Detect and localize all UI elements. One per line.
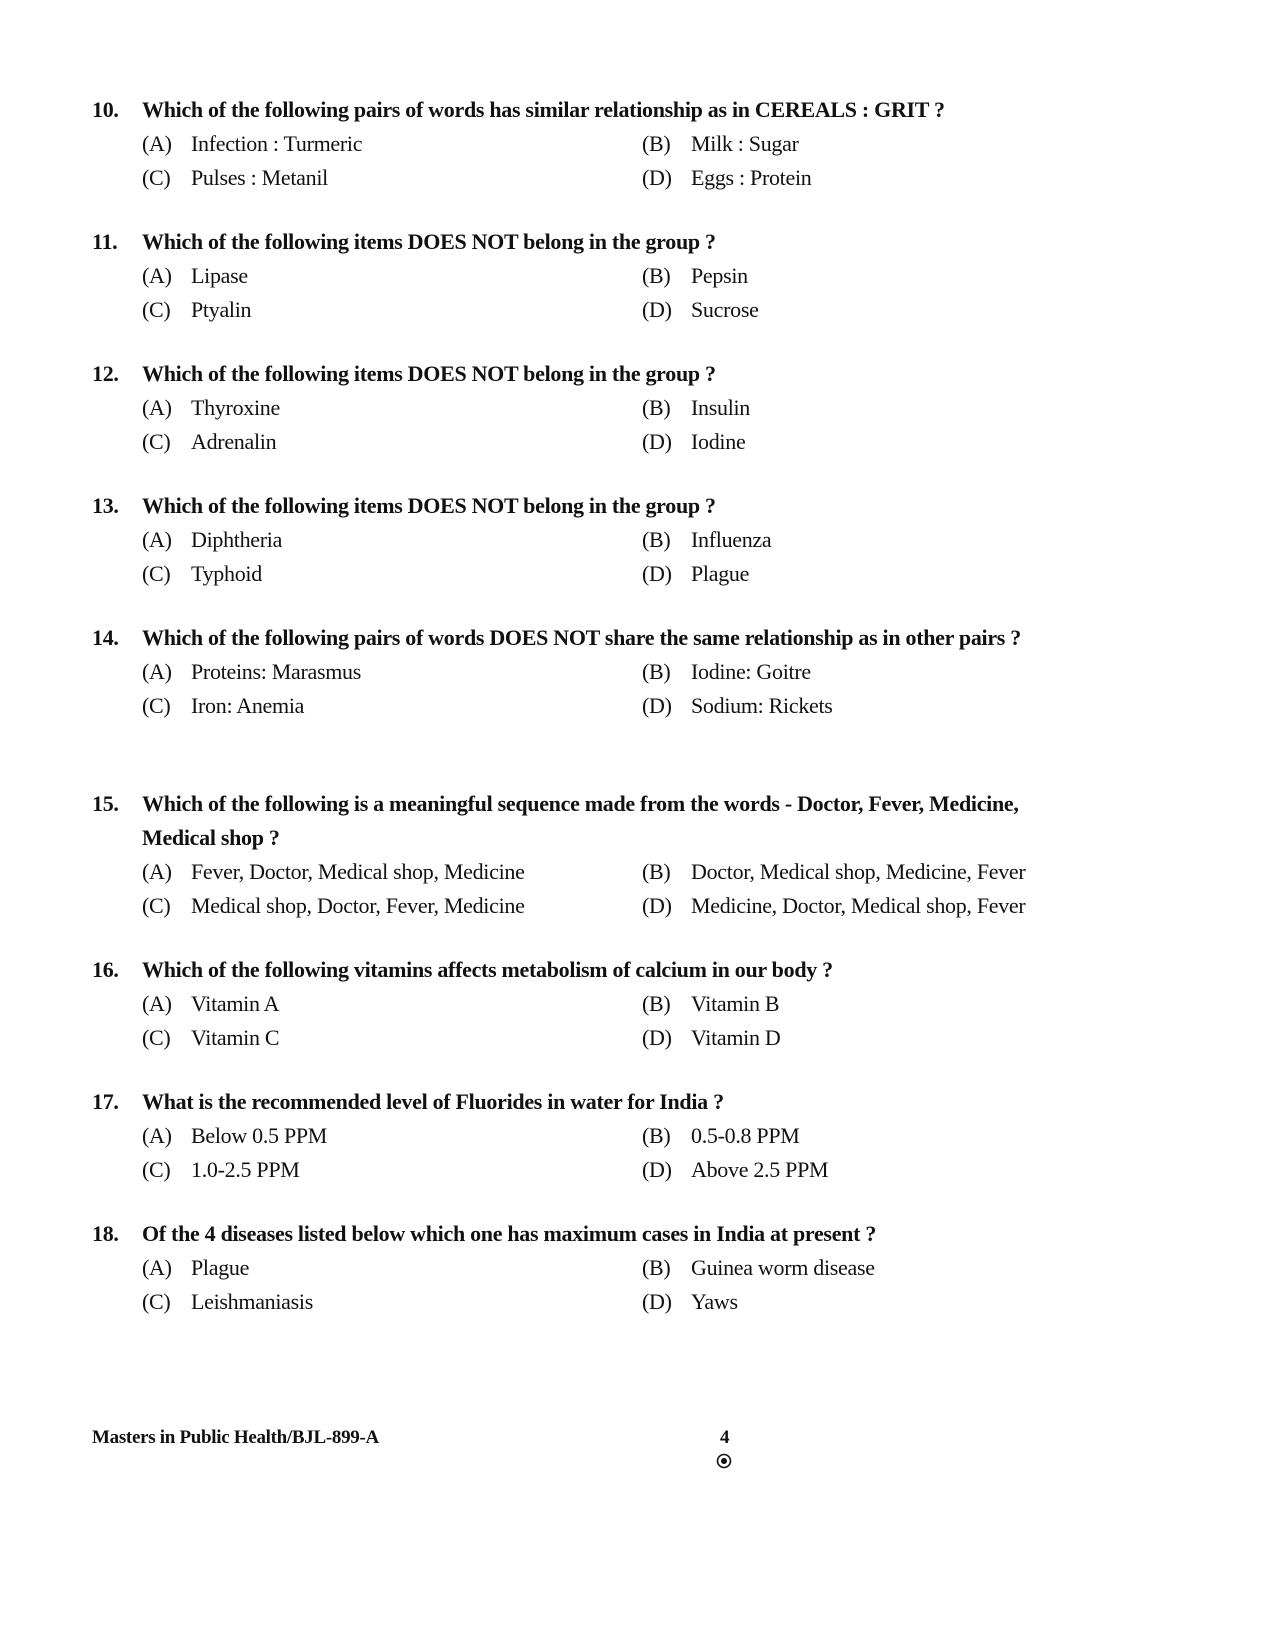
option-letter: (C)	[142, 1157, 171, 1182]
option-text: 0.5-0.8 PPM	[691, 1123, 800, 1148]
option-c	[142, 689, 642, 723]
options-grid	[142, 127, 1092, 195]
option-letter: (D)	[642, 561, 672, 586]
page-footer	[92, 1423, 1192, 1463]
question-text: Which of the following pairs of words has similar relationship as in CEREALS : GRIT ?	[142, 97, 945, 122]
option-c	[142, 161, 642, 195]
option-letter: (A)	[142, 1255, 172, 1280]
option-letter: (D)	[642, 693, 672, 718]
question-number: 17.	[92, 1089, 119, 1114]
option-text: Vitamin D	[691, 1025, 781, 1050]
option-letter: (C)	[142, 165, 171, 190]
question-13	[92, 489, 1092, 591]
question-text: Which of the following pairs of words DOES NOT share the same relationship as in other pairs ?	[142, 625, 1021, 650]
option-c	[142, 1021, 642, 1055]
option-letter: (C)	[142, 693, 171, 718]
option-letter: (A)	[142, 859, 172, 884]
option-text: Guinea worm disease	[691, 1255, 875, 1280]
option-text: Above 2.5 PPM	[691, 1157, 829, 1182]
question-number: 12.	[92, 361, 119, 386]
option-d	[642, 689, 1142, 723]
option-text: Below 0.5 PPM	[191, 1123, 328, 1148]
option-c	[142, 1153, 642, 1187]
question-text: Of the 4 diseases listed below which one has maximum cases in India at present ?	[142, 1221, 877, 1246]
option-b	[642, 855, 1142, 889]
option-text: Lipase	[191, 263, 248, 288]
option-d	[642, 1285, 1142, 1319]
question-number: 14.	[92, 625, 119, 650]
option-letter: (A)	[142, 1123, 172, 1148]
option-letter: (C)	[142, 1289, 171, 1314]
option-text: 1.0-2.5 PPM	[191, 1157, 300, 1182]
option-c	[142, 889, 642, 923]
question-stem	[92, 357, 1092, 391]
question-11	[92, 225, 1092, 327]
options-grid	[142, 523, 1092, 591]
option-letter: (A)	[142, 395, 172, 420]
question-number: 16.	[92, 957, 119, 982]
question-stem	[92, 621, 1092, 655]
option-d	[642, 889, 1142, 923]
question-stem	[92, 93, 1092, 127]
option-text: Infection : Turmeric	[191, 131, 363, 156]
option-b	[642, 1119, 1142, 1153]
option-a	[142, 1119, 642, 1153]
option-text: Vitamin B	[691, 991, 780, 1016]
option-text: Proteins: Marasmus	[191, 659, 361, 684]
option-text: Influenza	[691, 527, 772, 552]
options-grid	[142, 391, 1092, 459]
option-letter: (B)	[642, 859, 671, 884]
option-b	[642, 391, 1142, 425]
option-letter: (D)	[642, 429, 672, 454]
option-letter: (A)	[142, 263, 172, 288]
option-a	[142, 391, 642, 425]
question-number: 13.	[92, 493, 119, 518]
option-text: Eggs : Protein	[691, 165, 812, 190]
option-d	[642, 557, 1142, 591]
option-d	[642, 161, 1142, 195]
option-letter: (D)	[642, 165, 672, 190]
option-text: Yaws	[691, 1289, 738, 1314]
option-text: Diphtheria	[191, 527, 283, 552]
option-text: Sodium: Rickets	[691, 693, 833, 718]
option-a	[142, 523, 642, 557]
question-stem	[92, 953, 1092, 987]
option-text: Pulses : Metanil	[191, 165, 328, 190]
option-letter: (D)	[642, 893, 672, 918]
option-text: Iron: Anemia	[191, 693, 305, 718]
option-text: Milk : Sugar	[691, 131, 799, 156]
option-b	[642, 1251, 1142, 1285]
option-c	[142, 557, 642, 591]
option-a	[142, 855, 642, 889]
option-a	[142, 987, 642, 1021]
question-12	[92, 357, 1092, 459]
option-a	[142, 1251, 642, 1285]
option-text: Fever, Doctor, Medical shop, Medicine	[191, 859, 525, 884]
option-text: Typhoid	[191, 561, 262, 586]
question-stem	[92, 787, 1092, 855]
question-10	[92, 93, 1092, 195]
question-text: Which of the following items DOES NOT belong in the group ?	[142, 229, 716, 254]
option-a	[142, 127, 642, 161]
question-text: Which of the following items DOES NOT belong in the group ?	[142, 361, 716, 386]
option-text: Thyroxine	[191, 395, 280, 420]
question-number: 11.	[92, 229, 118, 254]
option-text: Sucrose	[691, 297, 759, 322]
option-letter: (B)	[642, 991, 671, 1016]
option-text: Plague	[691, 561, 750, 586]
options-grid	[142, 855, 1092, 923]
option-text: Vitamin A	[191, 991, 280, 1016]
question-number: 10.	[92, 97, 119, 122]
question-stem	[92, 1217, 1092, 1251]
option-letter: (B)	[642, 1255, 671, 1280]
option-letter: (B)	[642, 1123, 671, 1148]
option-c	[142, 425, 642, 459]
option-text: Plague	[191, 1255, 250, 1280]
question-text: Which of the following vitamins affects metabolism of calcium in our body ?	[142, 957, 833, 982]
question-stem	[92, 489, 1092, 523]
question-text: What is the recommended level of Fluorides in water for India ?	[142, 1089, 724, 1114]
option-text: Vitamin C	[191, 1025, 280, 1050]
option-c	[142, 293, 642, 327]
registration-mark-icon	[716, 1453, 732, 1469]
option-letter: (D)	[642, 1289, 672, 1314]
option-text: Iodine	[691, 429, 746, 454]
option-letter: (B)	[642, 263, 671, 288]
options-grid	[142, 987, 1092, 1055]
option-c	[142, 1285, 642, 1319]
option-letter: (C)	[142, 893, 171, 918]
option-d	[642, 425, 1142, 459]
question-16	[92, 953, 1092, 1055]
option-b	[642, 523, 1142, 557]
option-b	[642, 127, 1142, 161]
option-letter: (B)	[642, 527, 671, 552]
option-a	[142, 259, 642, 293]
question-number: 15.	[92, 791, 119, 816]
question-18	[92, 1217, 1092, 1319]
option-letter: (C)	[142, 429, 171, 454]
option-letter: (A)	[142, 131, 172, 156]
option-letter: (A)	[142, 659, 172, 684]
option-letter: (B)	[642, 659, 671, 684]
option-letter: (B)	[642, 131, 671, 156]
question-text: Which of the following is a meaningful sequence made from the words - Doctor, Fever, Medicine, Medical shop ?	[142, 791, 1019, 850]
option-text: Doctor, Medical shop, Medicine, Fever	[691, 859, 1026, 884]
option-a	[142, 655, 642, 689]
option-b	[642, 655, 1142, 689]
option-b	[642, 987, 1142, 1021]
option-text: Insulin	[691, 395, 751, 420]
question-15	[92, 787, 1092, 923]
question-17	[92, 1085, 1092, 1187]
option-text: Ptyalin	[191, 297, 252, 322]
option-letter: (A)	[142, 527, 172, 552]
option-text: Leishmaniasis	[191, 1289, 313, 1314]
options-grid	[142, 1119, 1092, 1187]
option-d	[642, 1153, 1142, 1187]
question-text: Which of the following items DOES NOT belong in the group ?	[142, 493, 716, 518]
option-letter: (C)	[142, 561, 171, 586]
option-letter: (D)	[642, 1025, 672, 1050]
options-grid	[142, 1251, 1092, 1319]
question-number: 18.	[92, 1221, 119, 1246]
option-letter: (D)	[642, 297, 672, 322]
question-14	[92, 621, 1092, 723]
paper-code: Masters in Public Health/BJL-899-A	[92, 1427, 379, 1448]
option-d	[642, 293, 1142, 327]
option-letter: (B)	[642, 395, 671, 420]
option-letter: (C)	[142, 297, 171, 322]
option-d	[642, 1021, 1142, 1055]
question-stem	[92, 1085, 1092, 1119]
option-text: Medical shop, Doctor, Fever, Medicine	[191, 893, 525, 918]
option-text: Pepsin	[691, 263, 748, 288]
option-text: Adrenalin	[191, 429, 277, 454]
option-letter: (A)	[142, 991, 172, 1016]
page-number: 4	[720, 1427, 730, 1448]
option-letter: (C)	[142, 1025, 171, 1050]
option-text: Medicine, Doctor, Medical shop, Fever	[691, 893, 1026, 918]
options-grid	[142, 259, 1092, 327]
question-stem	[92, 225, 1092, 259]
options-grid	[142, 655, 1092, 723]
option-text: Iodine: Goitre	[691, 659, 811, 684]
option-b	[642, 259, 1142, 293]
option-letter: (D)	[642, 1157, 672, 1182]
